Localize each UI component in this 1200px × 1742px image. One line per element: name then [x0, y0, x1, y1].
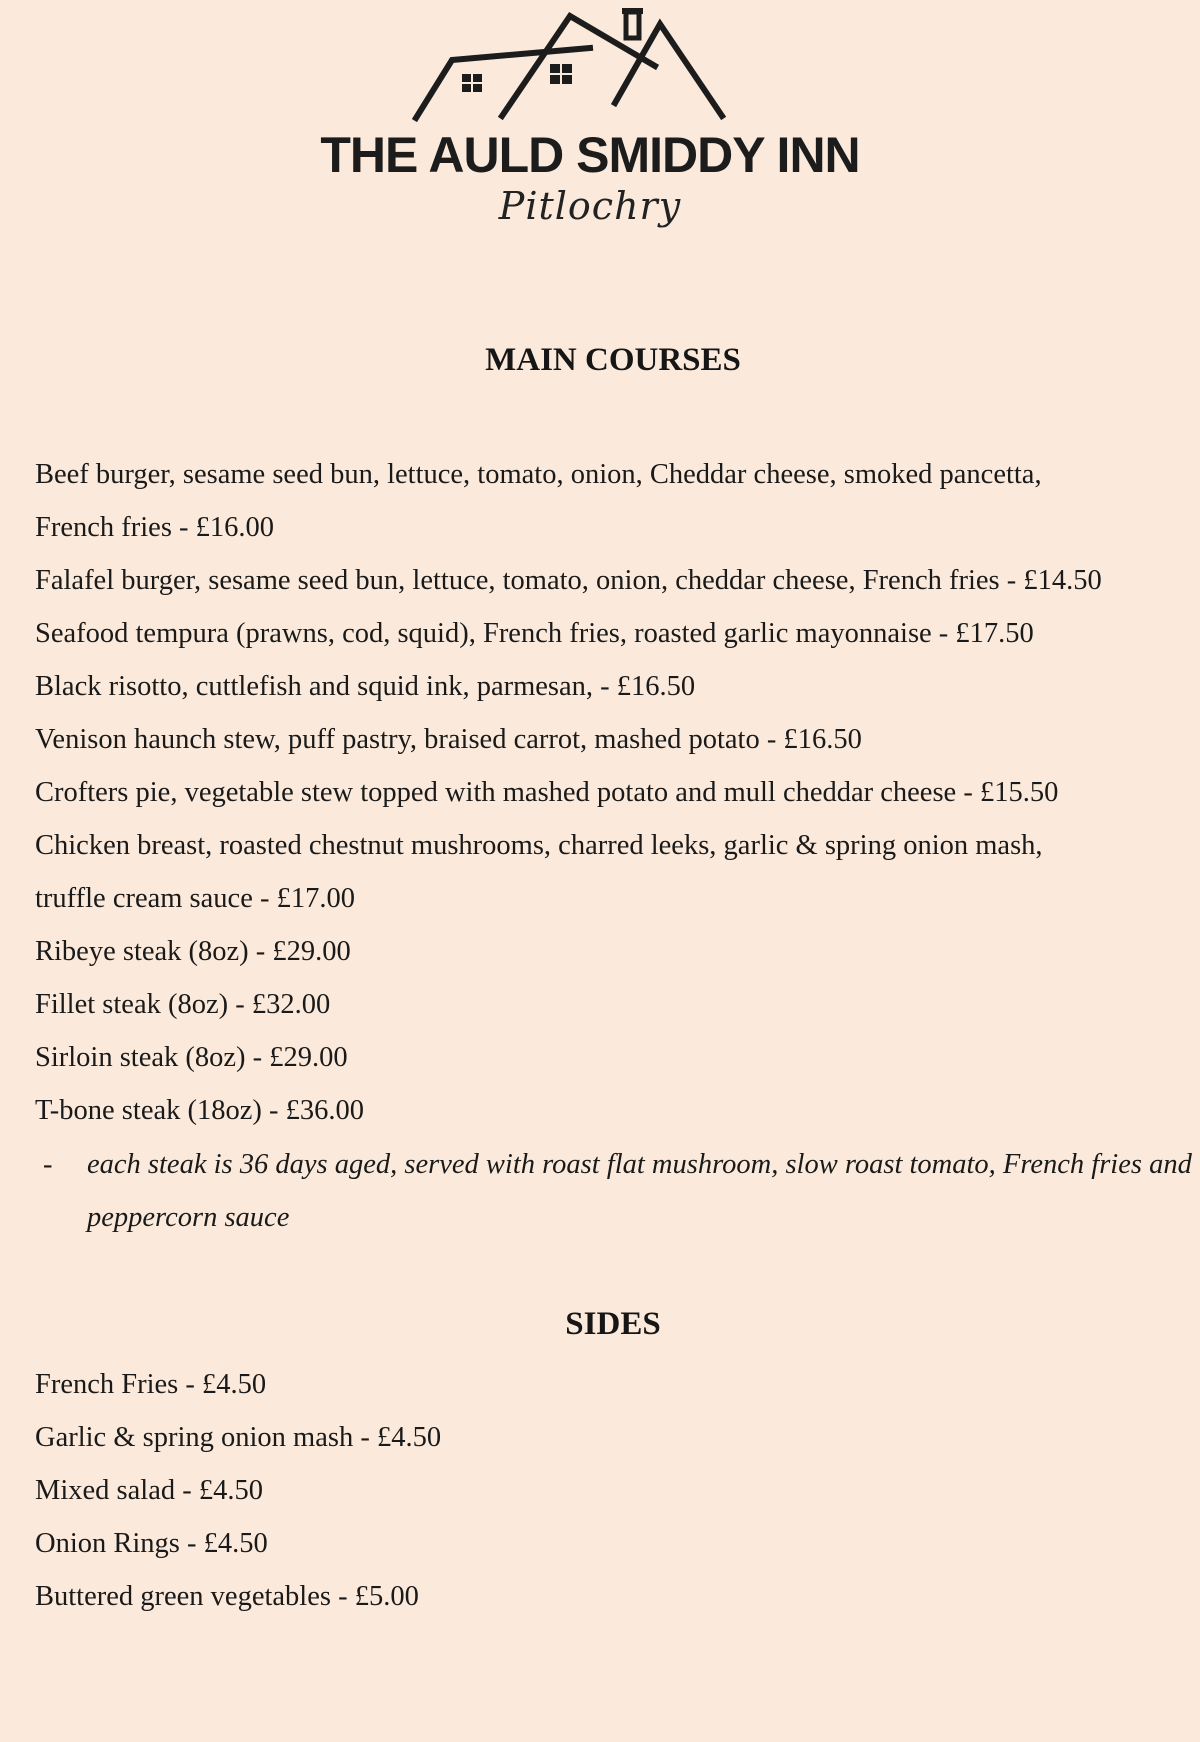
menu-line: Falafel burger, sesame seed bun, lettuce, tomato, onion, cheddar cheese, French fries - £14.50: [35, 565, 1102, 596]
menu-line: truffle cream sauce - £17.00: [35, 883, 355, 914]
sides-heading: SIDES: [565, 1306, 661, 1342]
inn-logo: [300, 8, 880, 248]
inn-name: THE AULD SMIDDY INN: [320, 127, 860, 183]
house-roof-icon: [410, 8, 770, 133]
menu-line: Chicken breast, roasted chestnut mushrooms, charred leeks, garlic & spring onion mash,: [35, 830, 1043, 861]
side-line: Onion Rings - £4.50: [35, 1528, 268, 1559]
side-line: Garlic & spring onion mash - £4.50: [35, 1422, 442, 1453]
steak-note-text: each steak is 36 days aged, served with roast flat mushroom, slow roast tomato, French fries and peppercorn sauce: [87, 1149, 1192, 1233]
sides-list: [35, 1358, 1195, 1623]
steak-note: [35, 1138, 1195, 1244]
side-line: French Fries - £4.50: [35, 1369, 267, 1400]
menu-line: T-bone steak (18oz) - £36.00: [35, 1095, 364, 1126]
menu-line: Seafood tempura (prawns, cod, squid), French fries, roasted garlic mayonnaise - £17.50: [35, 618, 1034, 649]
menu-line: Ribeye steak (8oz) - £29.00: [35, 936, 351, 967]
note-dash: -: [43, 1149, 53, 1180]
main-courses-list: [35, 448, 1195, 1137]
side-line: Mixed salad - £4.50: [35, 1475, 263, 1506]
menu-line: Crofters pie, vegetable stew topped with mashed potato and mull cheddar cheese - £15.50: [35, 777, 1059, 808]
menu-line: Fillet steak (8oz) - £32.00: [35, 989, 331, 1020]
side-line: Buttered green vegetables - £5.00: [35, 1581, 419, 1612]
menu-line: Venison haunch stew, puff pastry, braised carrot, mashed potato - £16.50: [35, 724, 862, 755]
menu-line: French fries - £16.00: [35, 512, 275, 543]
main-courses-heading: MAIN COURSES: [485, 342, 741, 378]
menu-line: Beef burger, sesame seed bun, lettuce, tomato, onion, Cheddar cheese, smoked pancetta,: [35, 459, 1042, 490]
inn-town: Pitlochry: [498, 184, 682, 228]
menu-line: Sirloin steak (8oz) - £29.00: [35, 1042, 348, 1073]
menu-line: Black risotto, cuttlefish and squid ink, parmesan, - £16.50: [35, 671, 696, 702]
